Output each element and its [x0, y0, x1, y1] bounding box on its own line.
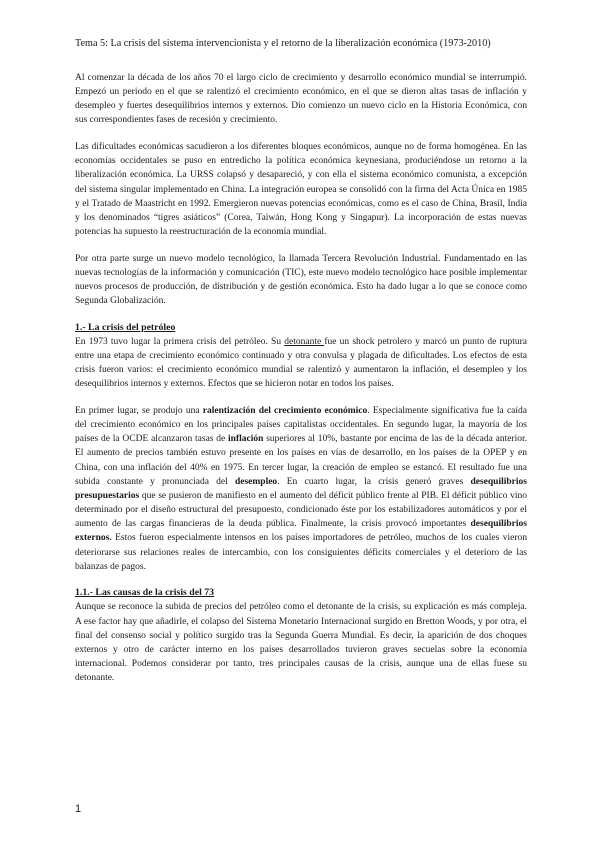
intro-paragraph-1: Al comenzar la década de los años 70 el largo ciclo de crecimiento y desarrollo económico mundial se interrumpió. Empezó un periodo en el que se ralentizó el crecimiento económico, en el que se dieron altas tasas de inflación y desempleo y fuertes desequilibrios internos y externos. Dio comienzo un nuevo ciclo en la Historia Económica, con sus correspondientes fases de recesión y crecimiento.	[75, 73, 527, 126]
text-run: En 1973 tuvo lugar la primera crisis del petróleo. Su	[75, 336, 285, 347]
intro-paragraph-2: Las dificultades económicas sacudieron a los diferentes bloques económicos, aunque no de forma homogénea. En las economías occidentales se puso en entredicho la política económica keynesiana, produciéndose un retorno a la liberalización económica. La URSS colapsó y desapareció, y con ella el sistema económico comunista, a excepción del sistema singular implementado en China. La integración europea se consolidó con la firma del Acta Única en 1985 y el Tratado de Maastricht en 1992. Emergieron nuevas potencias económicas, como es el caso de China, Brasil, India y los denominados “tigres asiáticos” (Corea, Taiwán, Hong Kong y Singapur). La incorporación de estas nuevas potencias ha supuesto la reestructuración de la economía mundial.	[75, 142, 527, 238]
intro-paragraph-3: Por otra parte surge un nuevo modelo tecnológico, la llamada Tercera Revolución Industrial. Fundamentado en las nuevas tecnologías de la información y comunicación (TIC), este nuevo modelo tecnológico hace posible implementar nuevos procesos de producción, de distribución y de gestión económica. Esto ha dado lugar a lo que se conoce como Segunda Globalización.	[75, 253, 527, 307]
bold-term-slowdown: ralentización del crecimiento económico	[202, 405, 368, 416]
page-header: Tema 5: La crisis del sistema intervencionista y el retorno de la liberalización económica (1973-2010)	[75, 38, 491, 49]
causes-paragraph-1: Aunque se reconoce la subida de precios del petróleo como el detonante de la crisis, su explicación es más compleja. A ese factor hay que añadirle, el colapso del Sistema Monetario Internacional surgido en Bretton Woods, y por otra, el final del consenso social y político surgido tras la Segunda Guerra Mundial. Es decir, la aparición de dos choques externos y otro de carácter interno en los países desarrollados tuvieron graves secuelas sobre la economía internacional. Podemos considerar por tanto, tres principales causas de la crisis, aunque una de ellas fuese su detonante.	[75, 602, 527, 684]
text-run: . Especialmente significativa fue la caída del crecimiento económico en los principales países capitalistas occidentales. En segundo lugar, la mayoría de los países de la OCDE alcanzaron tasas de	[75, 405, 528, 445]
bold-term-external-imbalances: desequilibrios externos.	[75, 519, 527, 544]
underlined-term-detonante: detonante	[284, 336, 325, 347]
text-run: fue un shock petrolero y marcó un punto de ruptura entre una etapa de crecimiento económico continuado y otra convulsa y plagada de dificultades. Los efectos de esta crisis fueron varios: el crecimiento económico mundial se ralentizó y aumentaron la inflación, el desempleo y los desequilibrios internos y externos. Efectos que se hicieron notar en todos los países.	[75, 336, 527, 390]
page-number: 1	[75, 803, 82, 815]
bold-term-inflation: inflación	[228, 434, 264, 445]
text-run: Estos fueron especialmente intensos en los países importadores de petróleo, muchos de los cuales vieron deteriorarse sus relaciones reales de intercambio, con los consiguientes déficits comerciales y el deterioro de las balanzas de pagos.	[75, 533, 527, 572]
oil-crisis-paragraph-1	[75, 335, 527, 392]
text-run: . En cuarto lugar, la crisis generó graves	[277, 476, 471, 487]
section-heading-causes-73: 1.1.- Las causas de la crisis del 73	[75, 587, 215, 599]
text-run: En primer lugar, se produjo una	[75, 405, 203, 416]
text-run: superiores al 10%, bastante por encima de las de la década anterior. El aumento de precios también estuvo presente en los países en vías de desarrollo, en los países de la OPEP y en China, con una inflación del 40% en 1975. En tercer lugar, la creación de empleo se estancó. El resultado fue una subida constante y pronunciada del	[75, 434, 527, 487]
bold-term-unemployment: desempleo	[234, 476, 278, 487]
bold-term-budget-imbalances: desequilibrios presupuestarios	[75, 476, 527, 501]
section-heading-oil-crisis: 1.- La crisis del petróleo	[75, 321, 176, 333]
text-run: que se pusieron de manifiesto en el aumento del déficit público frente al PIB. El déficit público vino determinado por el diseño estructural del presupuesto, condicionado éste por los estabilizadores automáticos y por el aumento de las cargas financieras de la deuda pública. Finalmente, la crisis provocó importantes	[75, 490, 527, 530]
oil-crisis-paragraph-2	[75, 404, 527, 574]
document-body	[75, 71, 527, 685]
